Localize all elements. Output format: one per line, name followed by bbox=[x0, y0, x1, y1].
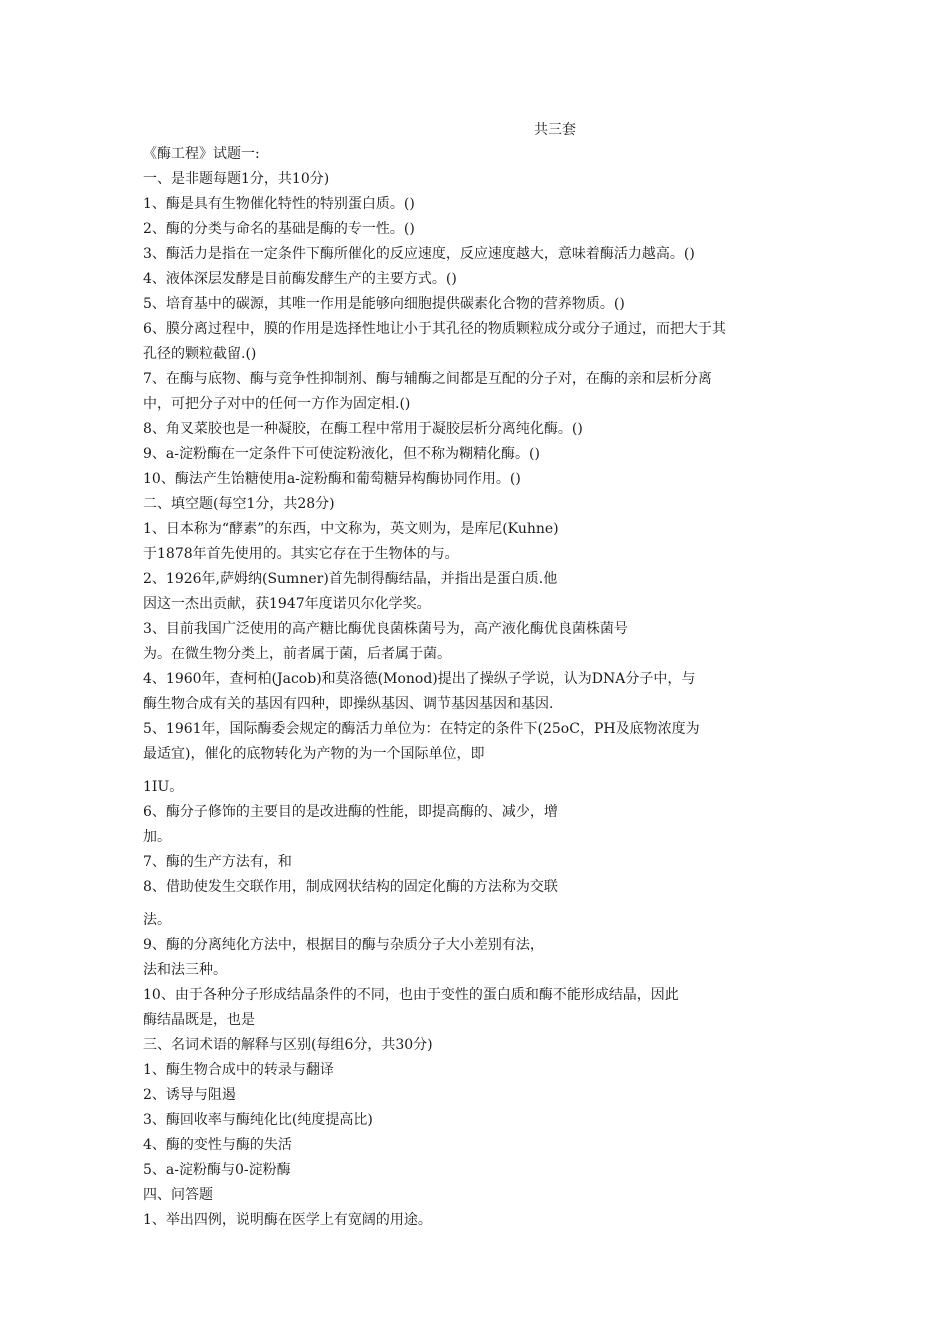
question-line: 1、酶生物合成中的转录与翻译 bbox=[143, 1062, 334, 1078]
question-line: 1IU。 bbox=[143, 779, 184, 795]
question-line: 因这一杰出贡献，获1947年度诺贝尔化学奖。 bbox=[143, 596, 431, 612]
question-line: 7、酶的生产方法有，和 bbox=[143, 854, 292, 870]
question-line: 1、酶是具有生物催化特性的特别蛋白质。() bbox=[143, 196, 415, 212]
question-line: 酶生物合成有关的基因有四种，即操纵基因、调节基因基因和基因. bbox=[143, 696, 554, 712]
question-line: 2、1926年,萨姆纳(Sumner)首先制得酶结晶，并指出是蛋白质.他 bbox=[143, 571, 558, 587]
question-line: 最适宜)，催化的底物转化为产物的为一个国际单位，即 bbox=[143, 746, 485, 762]
document-body bbox=[143, 142, 823, 1233]
question-line: 酶结晶既是，也是 bbox=[143, 1012, 255, 1028]
section-heading: 二、填空题(每空1分，共28分) bbox=[143, 496, 335, 512]
question-line: 法。 bbox=[143, 912, 171, 928]
question-line: 为。在微生物分类上，前者属于菌，后者属于菌。 bbox=[143, 646, 451, 662]
question-line: 3、目前我国广泛使用的高产糖比酶优良菌株菌号为，高产液化酶优良菌株菌号 bbox=[143, 621, 628, 637]
section-heading: 四、问答题 bbox=[143, 1187, 213, 1203]
set-title: 共三套 bbox=[534, 122, 576, 138]
exam-title: 《酶工程》试题一: bbox=[143, 146, 260, 162]
question-line: 4、酶的变性与酶的失活 bbox=[143, 1137, 292, 1153]
question-line: 5、1961年，国际酶委会规定的酶活力单位为：在特定的条件下(25oC，PH及底物浓度为 bbox=[143, 721, 700, 737]
question-line: 6、酶分子修饰的主要目的是改进酶的性能，即提高酶的、减少，增 bbox=[143, 804, 558, 820]
question-line: 9、a-淀粉酶在一定条件下可使淀粉液化，但不称为糊精化酶。() bbox=[143, 446, 540, 462]
question-line: 8、借助使发生交联作用，制成网状结构的固定化酶的方法称为交联 bbox=[143, 879, 558, 895]
question-line: 8、角叉菜胶也是一种凝胶，在酶工程中常用于凝胶层析分离纯化酶。() bbox=[143, 421, 583, 437]
question-line: 加。 bbox=[143, 829, 171, 845]
question-line: 法和法三种。 bbox=[143, 962, 227, 978]
question-line: 5、培育基中的碳源，其唯一作用是能够向细胞提供碳素化合物的营养物质。() bbox=[143, 296, 625, 312]
question-line: 4、1960年，查柯柏(Jacob)和莫洛德(Monod)提出了操纵子学说，认为DNA分子中，与 bbox=[143, 671, 696, 687]
question-line: 3、酶回收率与酶纯化比(纯度提高比) bbox=[143, 1112, 373, 1128]
question-line: 1、举出四例，说明酶在医学上有宽阔的用途。 bbox=[143, 1212, 432, 1228]
section-heading: 一、是非题每题1分，共10分) bbox=[143, 171, 330, 187]
question-line: 2、诱导与阻遏 bbox=[143, 1087, 236, 1103]
question-line: 10、酶法产生饴糖使用a-淀粉酶和葡萄糖异构酶协同作用。() bbox=[143, 471, 521, 487]
question-line: 5、a-淀粉酶与0-淀粉酶 bbox=[143, 1162, 291, 1178]
section-heading: 三、名词术语的解释与区别(每组6分，共30分) bbox=[143, 1037, 433, 1053]
question-line: 1、日本称为“酵素”的东西，中文称为，英文则为，是库尼(Kuhne) bbox=[143, 521, 559, 537]
question-line: 中，可把分子对中的任何一方作为固定相.() bbox=[143, 396, 411, 412]
question-line: 于1878年首先使用的。其实它存在于生物体的与。 bbox=[143, 546, 459, 562]
question-line: 孔径的颗粒截留.() bbox=[143, 346, 257, 362]
question-line: 2、酶的分类与命名的基础是酶的专一性。() bbox=[143, 221, 415, 237]
question-line: 6、膜分离过程中，膜的作用是选择性地让小于其孔径的物质颗粒成分或分子通过，而把大于其 bbox=[143, 321, 726, 337]
question-line: 9、酶的分离纯化方法中，根据目的酶与杂质分子大小差别有法， bbox=[143, 937, 544, 953]
question-line: 7、在酶与底物、酶与竞争性抑制剂、酶与辅酶之间都是互配的分子对，在酶的亲和层析分离 bbox=[143, 371, 712, 387]
question-line: 3、酶活力是指在一定条件下酶所催化的反应速度，反应速度越大，意味着酶活力越高。() bbox=[143, 246, 695, 262]
question-line: 10、由于各种分子形成结晶条件的不同，也由于变性的蛋白质和酶不能形成结晶，因此 bbox=[143, 987, 679, 1003]
question-line: 4、液体深层发酵是目前酶发酵生产的主要方式。() bbox=[143, 271, 457, 287]
